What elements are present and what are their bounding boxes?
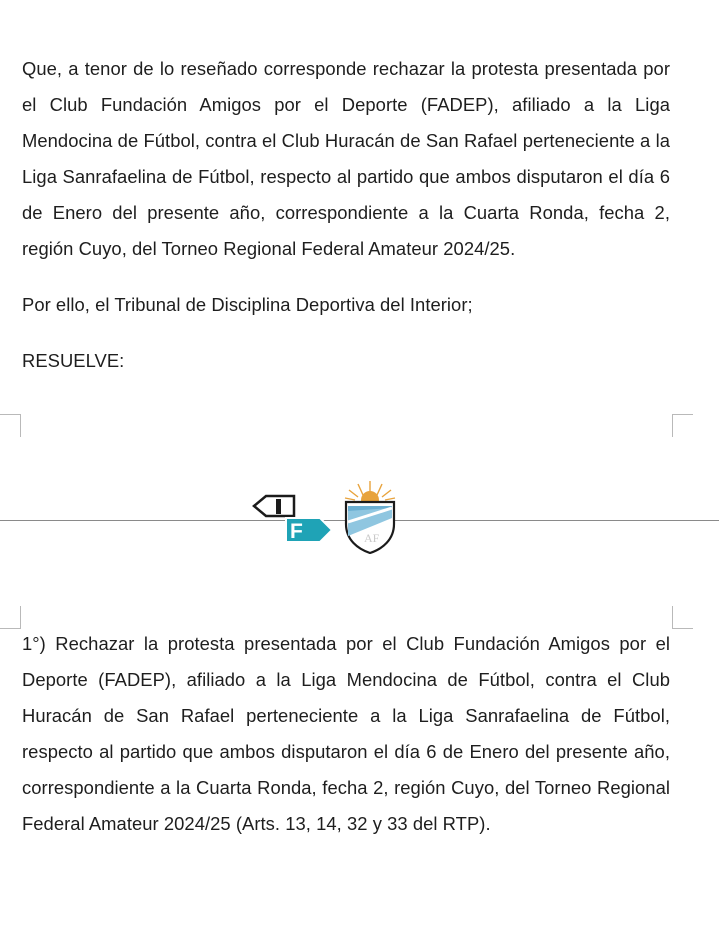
page-break-logos: [250, 478, 400, 558]
svg-text:F: F: [290, 520, 303, 543]
paragraph-resuelve-heading: RESUELVE:: [22, 350, 125, 371]
crop-mark-bottom-right: [672, 606, 693, 629]
paragraph-por-ello: Por ello, el Tribunal de Disciplina Deportiva del Interior;: [22, 294, 473, 315]
crop-mark-bottom-left: [0, 606, 21, 629]
paragraph-resolution-1: 1°) Rechazar la protesta presentada por el Club Fundación Amigos por el Deporte (FADEP), afiliado a la Liga Mendocina de Fútbol, contra el Club Huracán de San Rafael perteneciente a la Liga Sanrafaelina de Fútbol, respecto al partido que ambos disputaron el día 6 de Enero del presente año, correspondiente a la Cuarta Ronda, fecha 2, región Cuyo, del Torneo Regional Federal Amateur 2024/25 (Arts. 13, 14, 32 y 33 del RTP).: [22, 633, 670, 834]
svg-text:AF: AF: [364, 531, 380, 545]
paragraph-considering: Que, a tenor de lo reseñado corresponde rechazar la protesta presentada por el Club Fundación Amigos por el Deporte (FADEP), afiliado a la Liga Mendocina de Fútbol, contra el Club Huracán de San Rafael perteneciente a la Liga Sanrafaelina de Fútbol, respecto al partido que ambos disputaron el día 6 de Enero del presente año, correspondiente a la Cuarta Ronda, fecha 2, región Cuyo, del Torneo Regional Federal Amateur 2024/25.: [22, 58, 670, 259]
document-body-bottom: [22, 626, 670, 842]
club-shield-icon: [342, 478, 398, 554]
tribunal-federal-logo-icon: [250, 492, 340, 552]
document-body-top: [22, 51, 670, 379]
crop-mark-top-right: [672, 414, 693, 437]
crop-mark-top-left: [0, 414, 21, 437]
